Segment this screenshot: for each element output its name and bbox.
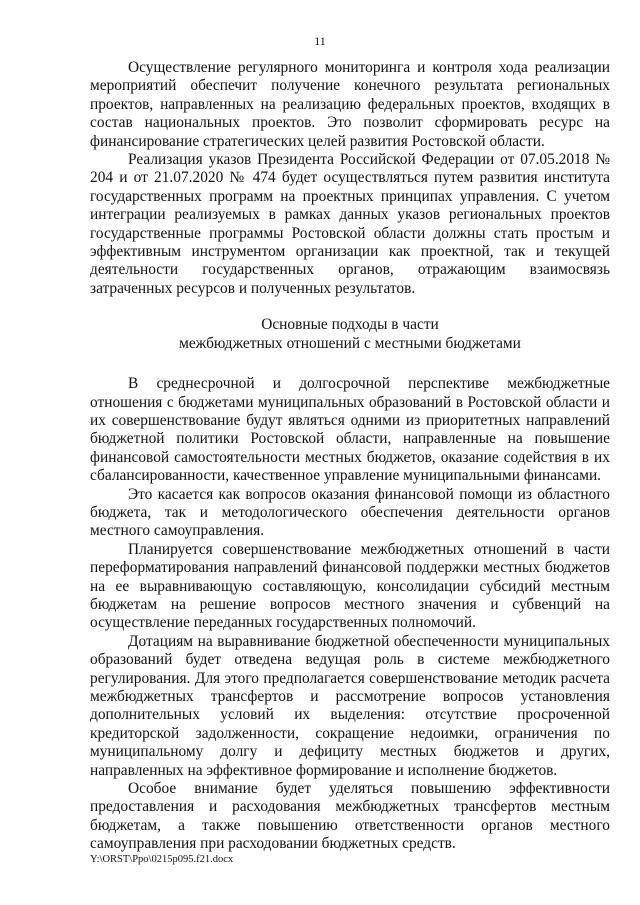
footer-file-path: Y:\ORST\Ppo\0215p095.f21.docx — [90, 854, 234, 865]
section-heading-line-2: межбюджетных отношений с местными бюджетами — [179, 334, 521, 352]
section-heading-line-1: Основные подходы в части — [261, 316, 439, 334]
document-body — [90, 59, 610, 854]
paragraph-monitoring: Осуществление регулярного мониторинга и контроля хода реализации мероприятий обеспечит получение конечного результата региональных проектов, направленных на реализацию федеральных проектов, входящих в состав национальных проектов. Это позволит сформировать ресурс на финансирование стратегических целей развития Ростовской области. — [90, 59, 610, 150]
page-number: 11 — [314, 34, 326, 48]
paragraph-financial-assistance: Это касается как вопросов оказания финансовой помощи из областного бюджета, так и методологического обеспечения деятельности органов местного самоуправления. — [90, 485, 610, 540]
paragraph-equalization-grants: Дотациям на выравнивание бюджетной обеспеченности муниципальных образований будет отведена ведущая роль в системе межбюджетного регулирования. Для этого предполагается совершенствование методик расчета межбюджетных трансфертов и рассмотрение вопросов установления дополнительных условий их выделения: отсутствие просроченной кредиторской задолженности, сокращение недоимки, ограничения по муниципальному долгу и дефициту местных бюджетов и других, направленных на эффективное формирование и исполнение бюджетов. — [90, 632, 610, 779]
section-heading — [90, 316, 610, 353]
paragraph-interbudget-perspective: В среднесрочной и долгосрочной перспективе межбюджетные отношения с бюджетами муниципальных образований в Ростовской области и их совершенствование будут являться одними из приоритетных направлений бюджетной политики Ростовской области, направленные на повышение финансовой самостоятельности местных бюджетов, оказание содействия в их сбалансированности, качественное управление муниципальными финансами. — [90, 375, 610, 485]
paragraph-presidential-decrees: Реализация указов Президента Российской Федерации от 07.05.2018 № 204 и от 21.07.2020 № 474 будет осуществляться путем развития института государственных программ на проектных принципах управления. С учетом интеграции реализуемых в рамках данных указов региональных проектов государственные программы Ростовской области должны стать простым и эффективным инструментом организации как проектной, так и текущей деятельности государственных органов, отражающим взаимосвязь затраченных ресурсов и полученных результатов. — [90, 151, 610, 297]
paragraph-transfer-efficiency: Особое внимание будет уделяться повышению эффективности предоставления и расходования межбюджетных трансфертов местным бюджетам, а также повышению ответственности органов местного самоуправления при расходовании бюджетных средств. — [90, 780, 610, 853]
paragraph-reformatting-support: Планируется совершенствование межбюджетных отношений в части переформатирования направлений финансовой поддержки местных бюджетов на ее выравнивающую составляющую, консолидации субсидий местным бюджетам на решение вопросов местного значения и субвенций на осуществление переданных государственных полномочий. — [90, 540, 610, 632]
